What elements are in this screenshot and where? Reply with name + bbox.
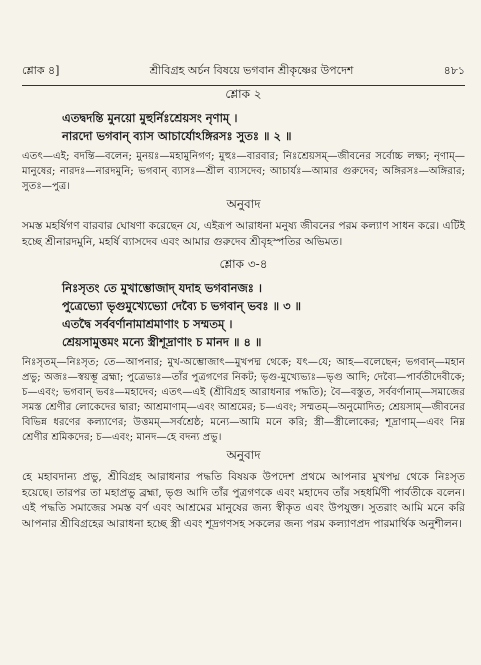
- header-title: শ্রীবিগ্রহ অর্চন বিষয়ে ভগবান শ্রীকৃষ্ণের উপদেশ: [149, 64, 354, 77]
- page-content: [22, 86, 465, 538]
- verse-line: পুত্রেভ্যো ভৃগুমুখ্যেভ্যো দেব্যৈ চ ভগবান্ ভবঃ ॥ ৩ ॥: [62, 299, 302, 313]
- verse-line: শ্রেয়সামুত্তমং মন্যে স্ত্রীশূদ্রাণাং চ মানদ ॥ ৪ ॥: [62, 335, 262, 349]
- verse-heading-3-4: শ্লোক ৩-৪: [219, 257, 268, 271]
- header-verse-ref: শ্লোক ৪]: [22, 64, 60, 77]
- verse-line: নিঃসৃতং তে মুখাম্ভোজাদ্ যদাহ ভগবানজঃ ।: [62, 281, 263, 295]
- page-number: ৪৮১: [443, 64, 465, 77]
- verse-line: এতদ্বৈ সর্ববর্ণানামাশ্রমাণাং চ সম্মতম্ ।: [62, 317, 233, 331]
- translation-3-4: হে মহাবদান্য প্রভু, শ্রীবিগ্রহ আরাধনার পদ্ধতি বিষয়ক উপদেশ প্রথমে আপনার মুখপদ্ম থেকে নিঃসৃত হয়েছে। তারপর তা মহাপ্রভু ব্রহ্মা, ভৃগু আদি তাঁর পুত্রগণকে এবং মহাদেব তাঁর সহধর্মিণী পার্বতীকে বলেন। এই পদ্ধতি সমাজের সমস্ত বর্ণ এবং আশ্রমের মানুষের জন্য স্বীকৃত এবং উপযুক্ত। সুতরাং আমি মনে করি আপনার শ্রীবিগ্রহের আরাধনা হচ্ছে স্ত্রী এবং শূদ্রগণসহ সকলের জন্য পরম কল্যাণপ্রদ পারমার্থিক অনুশীলন।: [22, 471, 465, 530]
- word-for-word-3-4: নিঃসৃতম্—নিঃসৃত; তে—আপনার; মুখ-অম্ভোজাৎ—মুখপদ্ম থেকে; যৎ—যে; আহ—বলেছেন; ভগবান্—মহান প্রভু; অজঃ—স্বয়ম্ভূ ব্রহ্মা; পুত্রেভ্যঃ—তাঁর পুত্রগণের নিকট; ভৃগু-মুখ্যেভ্যঃ—ভৃগু আদি; দেব্যৈ—পার্বতীদেবীকে; চ—এবং; ভগবান্ ভবঃ—মহাদেব; এতৎ—এই (শ্রীবিগ্রহ আরাধনার পদ্ধতি); বৈ—বস্তুত, সর্ববর্ণানাম্—সমাজের সমস্ত শ্রেণীর লোকেদের দ্বারা; আশ্রমাণাম্—এবং আশ্রমের; চ—এবং; সম্মতম্—অনুমোদিত; শ্রেয়সাম্—জীবনের বিভিন্ন ধরণের কল্যাণের; উত্তমম্—সর্বশ্রেষ্ঠ; মন্যে—আমি মনে করি; স্ত্রী—স্ত্রীলোকের; শূদ্রাণাম্—এবং নিম্ন শ্রেণীর শ্রমিকদের; চ—এবং; মানদ—হে বদন্য প্রভু।: [22, 357, 465, 443]
- word-for-word-2: এতৎ—এই; বদন্তি—বলেন; মুনয়ঃ—মহামুনিগণ; মুহুঃ—বারবার; নিঃশ্রেয়সম্—জীবনের সর্বোচ্চ লক্ষ্য; নৃণাম্—মানুষের; নারদঃ—নারদমুনি; ভগবান্ ব্যাসঃ—শ্রীল ব্যাসদেব; আচার্যঃ—আমার গুরুদেব; অঙ্গিরসঃ—অঙ্গিরার; সুতঃ—পুত্র।: [22, 151, 465, 192]
- translation-heading-3-4: অনুবাদ: [226, 448, 261, 462]
- running-header: [22, 62, 465, 86]
- verse-line: এতদ্বদন্তি মুনয়ো মুহুর্নিঃশ্রেয়সং নৃণাম্ ।: [62, 111, 238, 125]
- translation-heading-2: অনুবাদ: [226, 197, 261, 211]
- verse-line: নারদো ভগবান্ ব্যাস আচার্যোঽঙ্গিরসঃ সুতঃ ॥ ২ ॥: [62, 129, 292, 143]
- verse-heading-2: শ্লোক ২: [225, 87, 262, 101]
- sanskrit-verse-3-4: [62, 279, 465, 351]
- translation-2: সমস্ত মহর্ষিগণ বারবার ঘোষণা করেছেন যে, এইরূপ আরাধনা মনুষ্য জীবনের পরম কল্যাণ সাধন করে। এটিই হচ্ছে শ্রীনারদমুনি, মহর্ষি ব্যাসদেব এবং আমার গুরুদেব শ্রীবৃহস্পতির অভিমত।: [22, 220, 465, 248]
- sanskrit-verse-2: [62, 109, 465, 145]
